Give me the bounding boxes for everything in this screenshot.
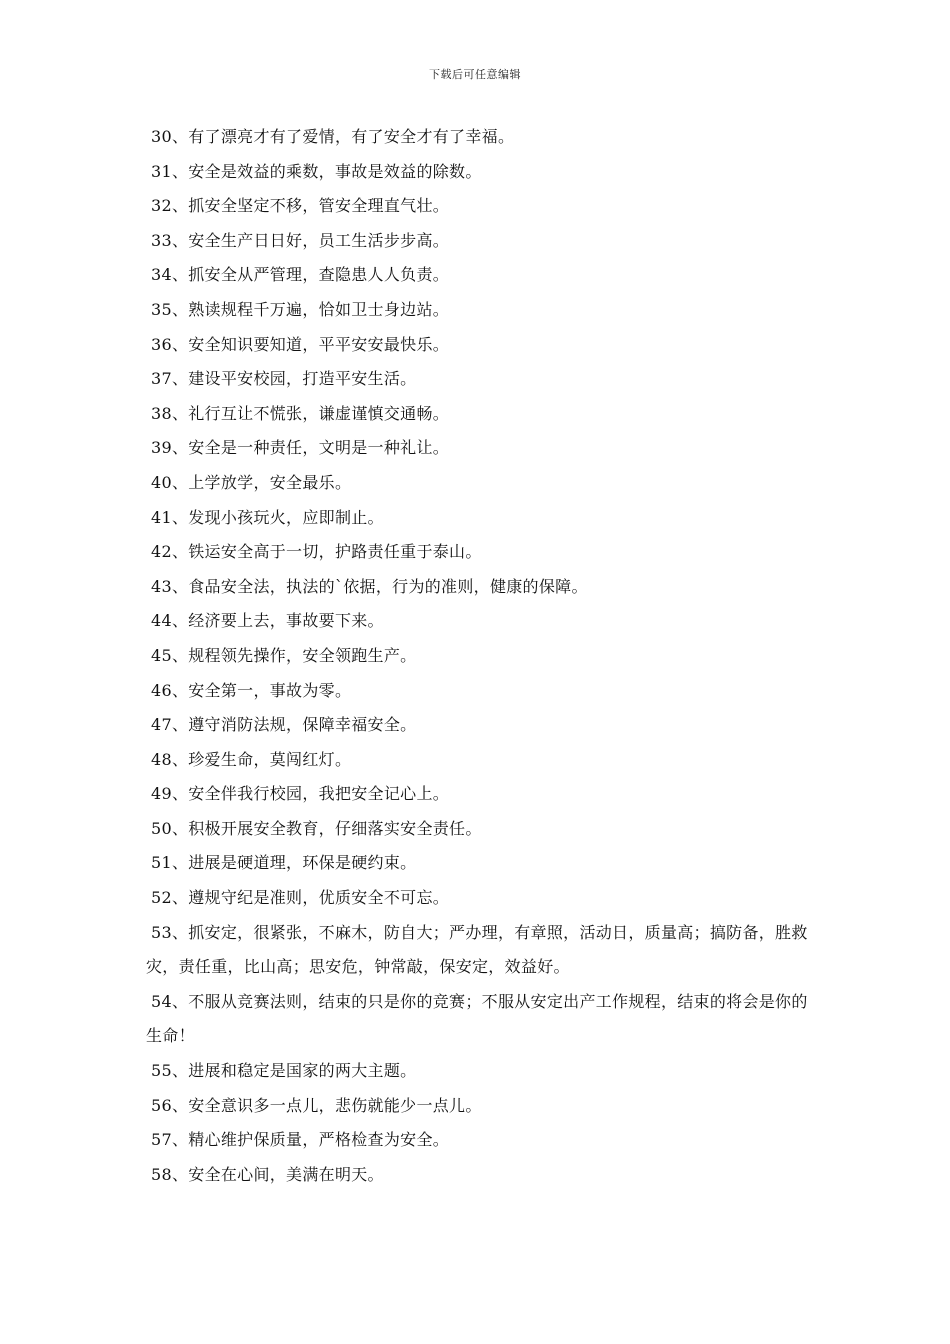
list-item: 42、铁运安全高于一切，护路责任重于泰山。: [151, 542, 482, 562]
list-item: 33、安全生产日日好，员工生活步步高。: [151, 230, 450, 250]
list-item: 53、抓安定，很紧张，不麻木，防自大；严办理，有章照，活动日，质量高；搞防备，胜救灾，责任重，比山高；思安危，钟常敲，保安定，效益好。: [146, 922, 808, 977]
list-item: 50、积极开展安全教育，仔细落实安全责任。: [151, 818, 482, 838]
list-item: 32、抓安全坚定不移，管安全理直气壮。: [151, 196, 450, 216]
list-item: 57、精心维护保质量，严格检查为安全。: [151, 1130, 450, 1150]
list-item: 38、礼行互让不慌张，谦虚谨慎交通畅。: [151, 403, 450, 423]
list-item: 49、安全伴我行校园，我把安全记心上。: [151, 784, 450, 804]
list-item: 39、安全是一种责任，文明是一种礼让。: [151, 438, 450, 458]
list-item: 31、安全是效益的乘数，事故是效益的除数。: [151, 161, 482, 181]
list-item: 35、熟读规程千万遍，恰如卫士身边站。: [151, 299, 450, 319]
list-item: 52、遵规守纪是准则，优质安全不可忘。: [151, 888, 450, 908]
page-header: 下载后可任意编辑: [429, 68, 521, 81]
list-item: 36、安全知识要知道，平平安安最快乐。: [151, 334, 450, 354]
list-item: 46、安全第一，事故为零。: [151, 680, 352, 700]
list-item: 30、有了漂亮才有了爱情，有了安全才有了幸福。: [151, 127, 515, 146]
list-item: 40、上学放学，安全最乐。: [151, 472, 352, 492]
list-item: 43、食品安全法，执法的`依据，行为的准则，健康的保障。: [151, 576, 588, 596]
list-item: 37、建设平安校园，打造平安生活。: [151, 369, 417, 389]
list-item: 54、不服从竞赛法则，结束的只是你的竞赛；不服从安定出产工作规程，结束的将会是你的生命！: [146, 991, 808, 1046]
list-item: 34、抓安全从严管理，查隐患人人负责。: [151, 265, 450, 285]
list-item: 44、经济要上去，事故要下来。: [151, 611, 384, 631]
list-item: 45、规程领先操作，安全领跑生产。: [151, 645, 417, 665]
slogan-list: [146, 120, 811, 1192]
list-item: 55、进展和稳定是国家的两大主题。: [151, 1061, 417, 1081]
list-item: 48、珍爱生命，莫闯红灯。: [151, 749, 352, 769]
list-item: 56、安全意识多一点儿，悲伤就能少一点儿。: [151, 1095, 482, 1115]
list-item: 58、安全在心间，美满在明天。: [151, 1164, 384, 1184]
list-item: 41、发现小孩玩火，应即制止。: [151, 507, 384, 527]
list-item: 51、进展是硬道理，环保是硬约束。: [151, 853, 417, 873]
list-item: 47、遵守消防法规，保障幸福安全。: [151, 715, 417, 735]
